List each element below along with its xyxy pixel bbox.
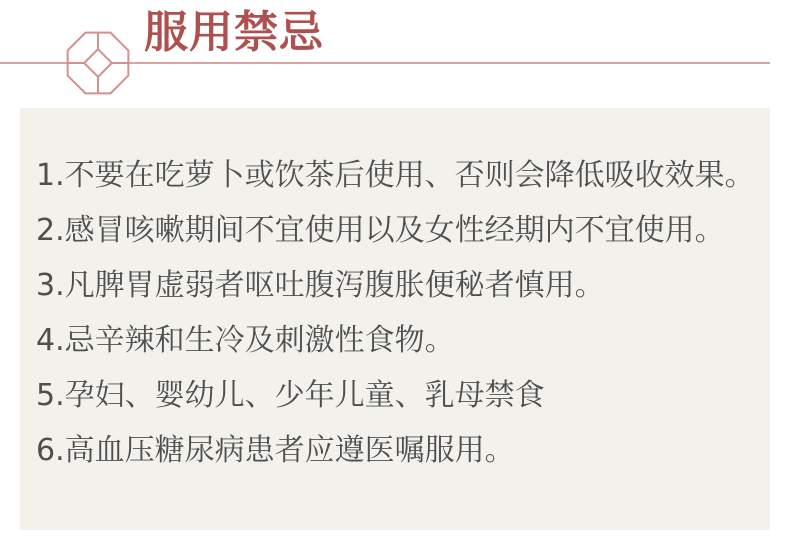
list-item — [36, 423, 760, 478]
list-item — [36, 258, 760, 313]
list-item-number: 6. — [36, 433, 65, 468]
octagon-coin-icon — [65, 29, 131, 97]
list-item-number: 3. — [36, 268, 65, 303]
list-item-text: 凡脾胃虚弱者呕吐腹泻腹胀便秘者慎用。 — [64, 268, 605, 303]
list-item-text: 感冒咳嗽期间不宜使用以及女性经期内不宜使用。 — [64, 213, 725, 248]
list-item-number: 2. — [36, 213, 65, 248]
list-item-text: 孕妇、婴幼儿、少年儿童、乳母禁食 — [64, 378, 545, 413]
contraindications-panel — [20, 108, 770, 530]
page-title: 服用禁忌 — [144, 7, 324, 58]
list-item-number: 4. — [36, 323, 65, 358]
list-item — [36, 203, 760, 258]
list-item — [36, 368, 760, 423]
list-item-number: 1. — [36, 158, 65, 193]
list-item-text: 不要在吃萝卜或饮茶后使用、否则会降低吸收效果。 — [64, 158, 755, 193]
list-item — [36, 313, 760, 368]
list-item-text: 高血压糖尿病患者应遵医嘱服用。 — [64, 433, 515, 468]
list-item-text: 忌辛辣和生冷及刺激性食物。 — [64, 323, 455, 358]
list-item-number: 5. — [36, 378, 65, 413]
list-item — [36, 148, 760, 203]
